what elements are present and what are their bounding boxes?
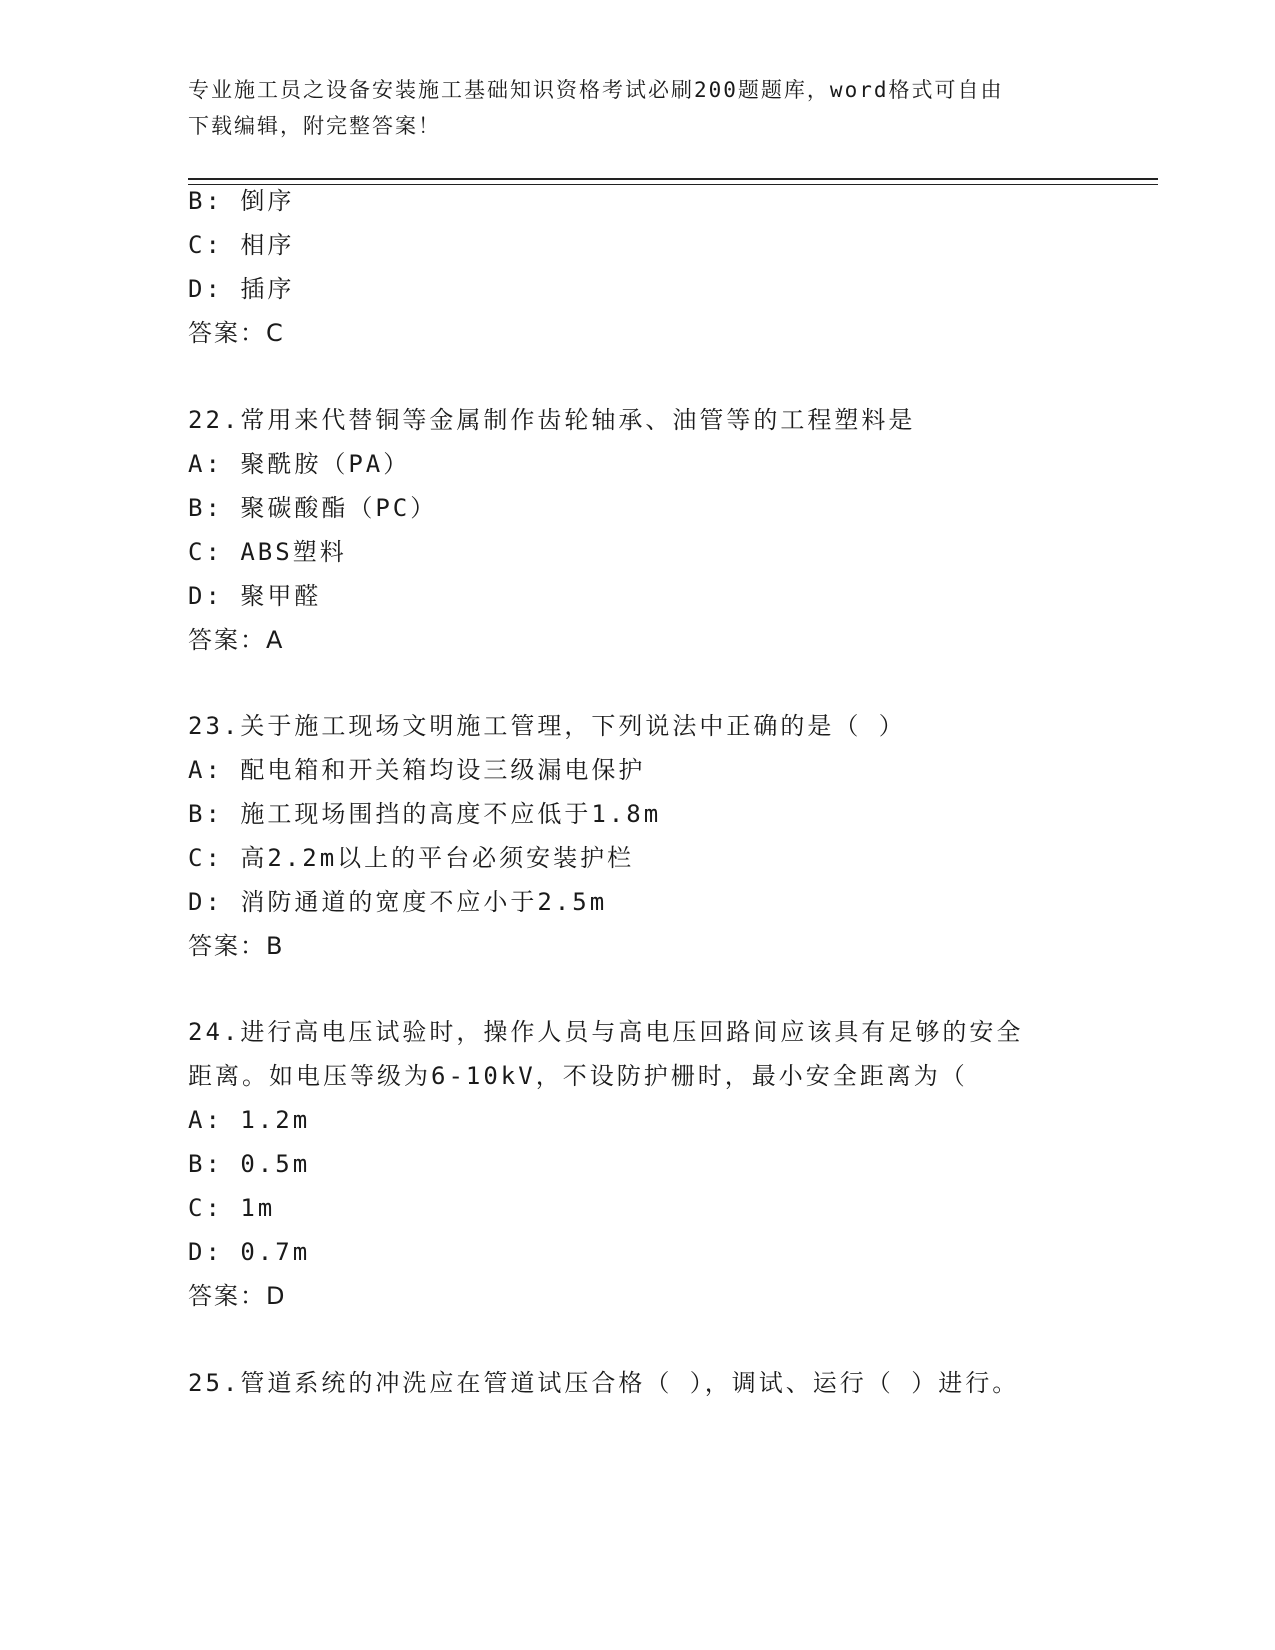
option-d: D: 插序	[188, 275, 295, 303]
option-c: C: 相序	[188, 231, 295, 259]
answer: 答案：D	[188, 1282, 287, 1310]
question-stem: 25.管道系统的冲洗应在管道试压合格（ ），调试、运行（ ）进行。	[188, 1369, 1020, 1397]
question-stem-line-2: 距离。如电压等级为6-10kV，不设防护栅时，最小安全距离为（	[188, 1062, 968, 1090]
option-c: C: 高2.2m以上的平台必须安装护栏	[188, 844, 635, 872]
option-b: B: 0.5m	[188, 1150, 311, 1178]
question-stem: 23.关于施工现场文明施工管理，下列说法中正确的是（ ）	[188, 712, 906, 740]
option-b: B: 倒序	[188, 187, 295, 215]
option-b: B: 施工现场围挡的高度不应低于1.8m	[188, 800, 662, 828]
answer: 答案：B	[188, 932, 285, 960]
option-a: A: 1.2m	[188, 1106, 311, 1134]
document-header	[188, 72, 1088, 144]
header-rule-thick	[188, 178, 1158, 180]
question-stem: 22.常用来代替铜等金属制作齿轮轴承、油管等的工程塑料是	[188, 406, 916, 434]
header-line-1: 专业施工员之设备安装施工基础知识资格考试必刷200题题库，word格式可自由	[188, 78, 1004, 102]
option-d: D: 0.7m	[188, 1238, 311, 1266]
option-a: A: 聚酰胺（PA）	[188, 450, 411, 478]
question-stem-line-1: 24.进行高电压试验时，操作人员与高电压回路间应该具有足够的安全	[188, 1018, 1024, 1046]
answer: 答案：C	[188, 319, 285, 347]
option-c: C: ABS塑料	[188, 538, 347, 566]
header-rule-thin	[188, 184, 1158, 185]
option-b: B: 聚碳酸酯（PC）	[188, 494, 438, 522]
option-c: C: 1m	[188, 1194, 276, 1222]
option-d: D: 聚甲醛	[188, 582, 322, 610]
option-d: D: 消防通道的宽度不应小于2.5m	[188, 888, 608, 916]
answer: 答案：A	[188, 626, 285, 654]
header-line-2: 下载编辑，附完整答案！	[188, 114, 441, 138]
option-a: A: 配电箱和开关箱均设三级漏电保护	[188, 756, 646, 784]
